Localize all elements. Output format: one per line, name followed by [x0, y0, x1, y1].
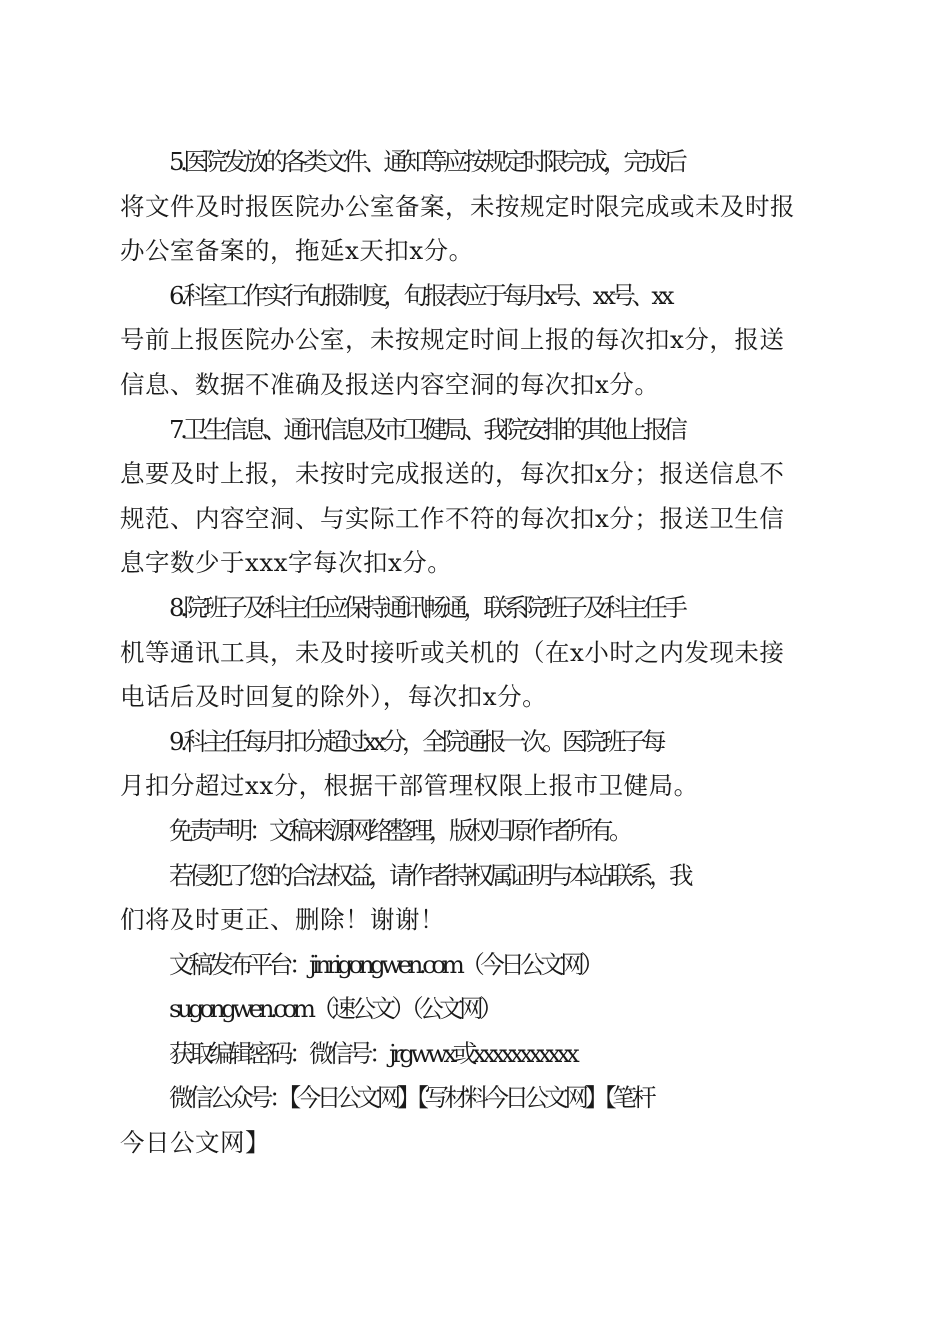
paragraph-item-7: [120, 408, 832, 586]
text-line: 电话后及时回复的除外），每次扣x分。: [120, 682, 548, 712]
text-line: 8.院班子及科主任应保持通讯畅通，联系院班子及科主任手: [169, 592, 684, 622]
text-line: 文稿发布平台：jinrigongwen.com（今日公文网）: [169, 949, 601, 979]
text-line: 若侵犯了您的合法权益，请作者持权属证明与本站联系，我: [169, 860, 689, 890]
text-line: 9.科主任每月扣分超过xx分，全院通报一次。医院班子每: [169, 726, 663, 756]
text-line: 息字数少于xxx字每次扣x分。: [120, 548, 453, 578]
text-line: 办公室备案的，拖延x天扣x分。: [120, 236, 474, 266]
text-line: 7.卫生信息、通讯信息及市卫健局、我院安排的其他上报信: [169, 414, 684, 444]
text-line: 获取编辑密码：微信号：jrgwwx或xxxxxxxxxxx: [169, 1038, 576, 1068]
paragraph-disclaimer: [120, 809, 832, 854]
text-line: 信息、数据不准确及报送内容空洞的每次扣x分。: [120, 369, 660, 399]
paragraph-sites: [120, 987, 832, 1032]
document-body: [120, 140, 832, 1166]
paragraph-item-5: [120, 140, 832, 274]
text-line: 6.科室工作实行旬报制度，旬报表应于每月x号、xx号、xx: [169, 280, 670, 310]
paragraph-password: [120, 1032, 832, 1077]
text-line: 们将及时更正、删除！谢谢！: [120, 905, 445, 935]
text-line: 息要及时上报，未按时完成报送的，每次扣x分；报送信息不: [120, 459, 785, 489]
text-line: 月扣分超过xx分，根据干部管理权限上报市卫健局。: [120, 771, 699, 801]
text-line: 微信公众号：【今日公文网】【写材料今日公文网】【笔杆: [169, 1083, 653, 1113]
text-line: 将文件及时报医院办公室备案，未按规定时限完成或未及时报: [120, 191, 795, 221]
text-line: 今日公文网】: [120, 1128, 270, 1158]
paragraph-wechat: [120, 1076, 832, 1165]
text-line: sugongwen.com（速公文）（公文网）: [169, 994, 500, 1024]
text-line: 5.医院发放的各类文件、通知等应按规定时限完成，完成后: [169, 147, 684, 176]
text-line: 号前上报医院办公室，未按规定时间上报的每次扣x分，报送: [120, 325, 785, 355]
text-line: 机等通讯工具，未及时接听或关机的（在x小时之内发现未接: [120, 637, 785, 667]
text-line: 规范、内容空洞、与实际工作不符的每次扣x分；报送卫生信: [120, 503, 785, 533]
paragraph-platform: [120, 943, 832, 988]
paragraph-item-6: [120, 274, 832, 408]
paragraph-item-8: [120, 586, 832, 720]
paragraph-infringement: [120, 854, 832, 943]
text-line: 免责声明：文稿来源网络整理，版权归原作者所有。: [169, 815, 629, 845]
paragraph-item-9: [120, 720, 832, 809]
